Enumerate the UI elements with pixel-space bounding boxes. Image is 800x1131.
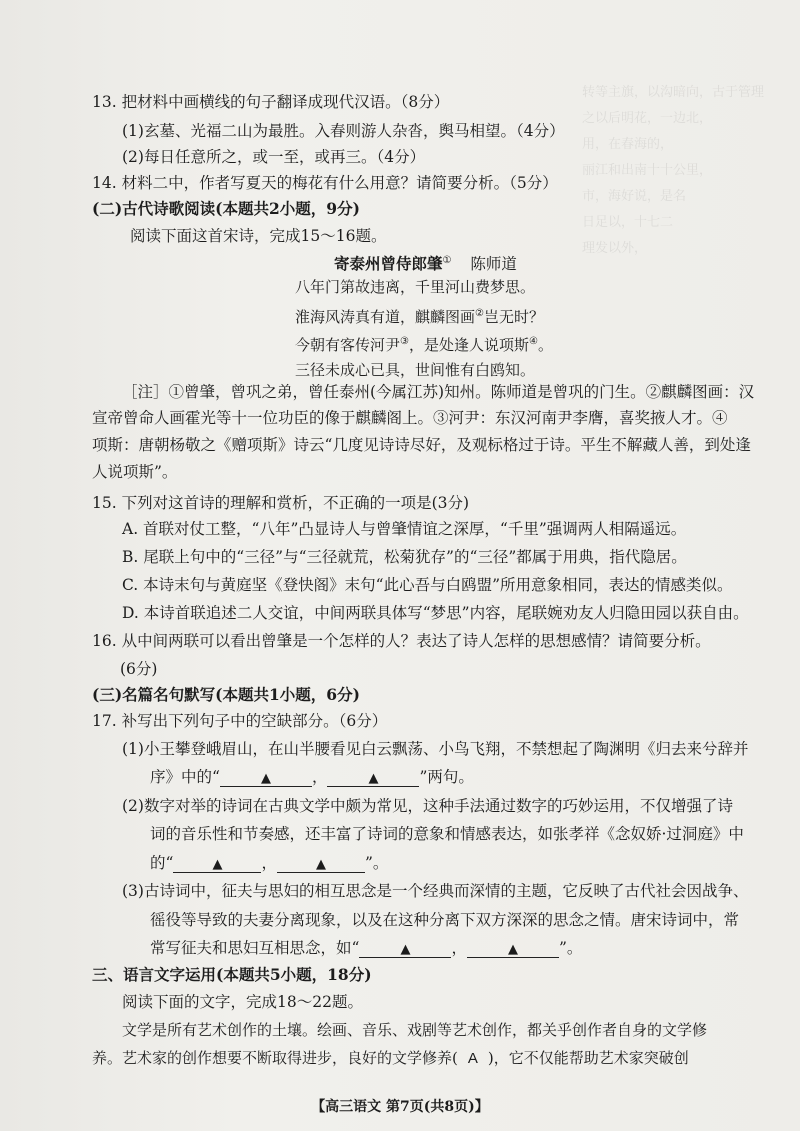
q17-comma: ， [261,854,277,872]
poem-notes-3: 项斯：唐朝杨敬之《赠项斯》诗云“几度见诗诗尽好，及观标格过于诗。平生不解藏人善，到处逢 [92,436,751,454]
q13-stem: 13. 把材料中画横线的句子翻译成现代汉语。（8分） [92,93,450,111]
q17-part3-line2: 徭役等导致的夫妻分离现象，以及在这种分离下双方深深的思念之情。唐宋诗词中，常 [150,911,740,929]
bleed-line: 用，在春海的， [582,137,674,152]
q15-option-a: A. 首联对仗工整，“八年”凸显诗人与曾肇情谊之深厚，“千里”强调两人相隔遥远。 [122,520,687,538]
q17-stem: 17. 补写出下列句子中的空缺部分。（6分） [92,712,388,730]
q16-stem: 16. 从中间两联可以看出曾肇是一个怎样的人？表达了诗人怎样的思想感情？请简要分析。 [92,632,711,650]
q17-part1-suffix: ”两句。 [419,768,474,786]
poem-line-3-c: 。 [537,336,553,354]
language-para-line2 [92,1047,689,1070]
q17-part2-line3 [150,852,388,874]
poem-line-2-b: 岂无时？ [483,308,544,326]
q16-score: (6分) [120,660,158,678]
q17-part2-line2: 词的音乐性和节奏感，还丰富了诗词的意象和情感表达，如张孝祥《念奴娇·过洞庭》中 [150,825,744,843]
poem-line-4: 三径未成心已具，世间惟有白鸥知。 [295,361,536,379]
q15-stem: 15. 下列对这首诗的理解和赏析，不正确的一项是(3分) [92,494,470,512]
q15-option-d: D. 本诗首联追述二人交谊，中间两联具体写“梦思”内容，尾联婉劝友人归隐田园以获自由。 [122,604,749,622]
blank-marker: ▲ [368,771,379,786]
poem-title-note: ① [442,255,452,266]
poem-line-3-a: 今朝有客传河尹 [295,336,401,354]
blank-marker: ▲ [212,857,223,872]
poem-note-3: ③ [400,336,409,347]
q17-blank-5[interactable] [359,939,451,958]
q17-comma: ， [311,768,328,786]
poem-title: 寄泰州曾侍郎肇 [334,254,443,274]
blank-marker: ▲ [315,857,326,872]
blank-marker: ▲ [260,771,271,786]
q17-part3-prefix: 常写征夫和思妇互相思念，如“ [150,939,360,957]
poem-notes-2: 宣帝曾命人画霍光等十一位功臣的像于麒麟阁上。③河尹：东汉河南尹李膺，喜奖掖人才。④ [92,409,728,427]
page-footer: 【高三语文 第7页(共8页)】 [311,1099,489,1115]
language-para-line2-b: )，它不仅能帮助艺术家突破创 [487,1049,689,1067]
language-intro: 阅读下面的文字，完成18～22题。 [122,993,363,1011]
q14-stem: 14. 材料二中，作者写夏天的梅花有什么用意？请简要分析。（5分） [92,174,558,192]
blank-a-marker: A [467,1050,478,1067]
q15-option-b: B. 尾联上句中的“三径”与“三径就荒，松菊犹存”的“三径”都属于用典，指代隐居。 [122,548,687,566]
poem-notes-1: ［注］①曾肇，曾巩之弟，曾任泰州(今属江苏)知州。陈师道是曾巩的门生。②麒麟图画：汉 [122,383,755,401]
bleed-line: 之以后明花，一边北， [582,111,713,126]
q17-part2-suffix: ”。 [364,854,389,872]
bleed-line: 转等主旗，以沟暗向，古于管理 [582,85,765,100]
q17-blank-6[interactable] [467,939,559,958]
poetry-intro: 阅读下面这首宋诗，完成15～16题。 [130,227,387,245]
poem-line-2-a: 淮海风涛真有道，麒麟图画 [295,308,476,326]
q17-part3-suffix: ”。 [558,939,583,957]
language-para-line1: 文学是所有艺术创作的土壤。绘画、音乐、戏剧等艺术创作，都关乎创作者自身的文学修 [122,1021,708,1039]
q17-part1-line2 [150,766,474,788]
q17-blank-2[interactable] [327,768,419,787]
bleed-line: 丽江和出南十十公里， [582,163,713,178]
q17-part1-prefix: 序》中的“ [150,768,220,786]
q15-option-c: C. 本诗末句与黄庭坚《登快阁》末句“此心吾与白鸥盟”所用意象相同，表达的情感类似。 [122,576,733,594]
poem-note-2: ② [475,308,484,319]
poem-line-3 [295,331,553,356]
bleed-line: 理发以外， [582,241,648,256]
q17-part3-line1: (3)古诗词中，征夫与思妇的相互思念是一个经典而深情的主题，它反映了古代社会因战争、 [122,882,749,900]
q17-part3-line3 [150,937,582,959]
q17-blank-1[interactable] [220,768,312,787]
section-recitation-heading: (三)名篇名句默写(本题共1小题，6分) [92,685,360,704]
q17-part2-prefix: 的“ [150,854,174,872]
bleed-line: 市，海好说，是名 [582,189,687,204]
poem-line-3-b: ，是处逢人说项斯 [408,336,529,354]
language-para-line2-a: 养。艺术家的创作想要不断取得进步，良好的文学修养( [92,1049,458,1067]
poem-title-line [334,250,517,275]
poem-notes-4: 人说项斯”。 [92,463,178,481]
blank-marker: ▲ [507,942,518,957]
q17-part2-line1: (2)数字对举的诗词在古典文学中颇为常见，这种手法通过数字的巧妙运用，不仅增强了诗 [122,797,733,815]
q17-comma: ， [451,939,467,957]
q17-blank-4[interactable] [277,854,365,873]
section-language-heading: 三、语言文字运用(本题共5小题，18分) [92,965,372,984]
bleed-line: 日足以，十七二 [582,215,674,230]
q13-sub1: (1)玄墓、光福二山为最胜。入春则游人杂沓，舆马相望。（4分） [122,122,565,140]
poem-note-4: ④ [529,336,538,347]
q17-blank-3[interactable] [173,854,261,873]
q13-sub2: (2)每日任意所之，或一至，或再三。（4分） [122,148,426,166]
blank-marker: ▲ [400,942,411,957]
bleed-through-text [582,80,792,262]
poem-line-2 [295,303,544,328]
poem-line-1: 八年门第故违离，千里河山费梦思。 [295,278,536,296]
poem-author: 陈师道 [470,255,517,274]
q17-part1-line1: (1)小王攀登峨眉山，在山半腰看见白云飘荡、小鸟飞翔，不禁想起了陶渊明《归去来兮辞并 [122,740,749,758]
section-poetry-heading: (二)古代诗歌阅读(本题共2小题，9分) [92,199,360,218]
